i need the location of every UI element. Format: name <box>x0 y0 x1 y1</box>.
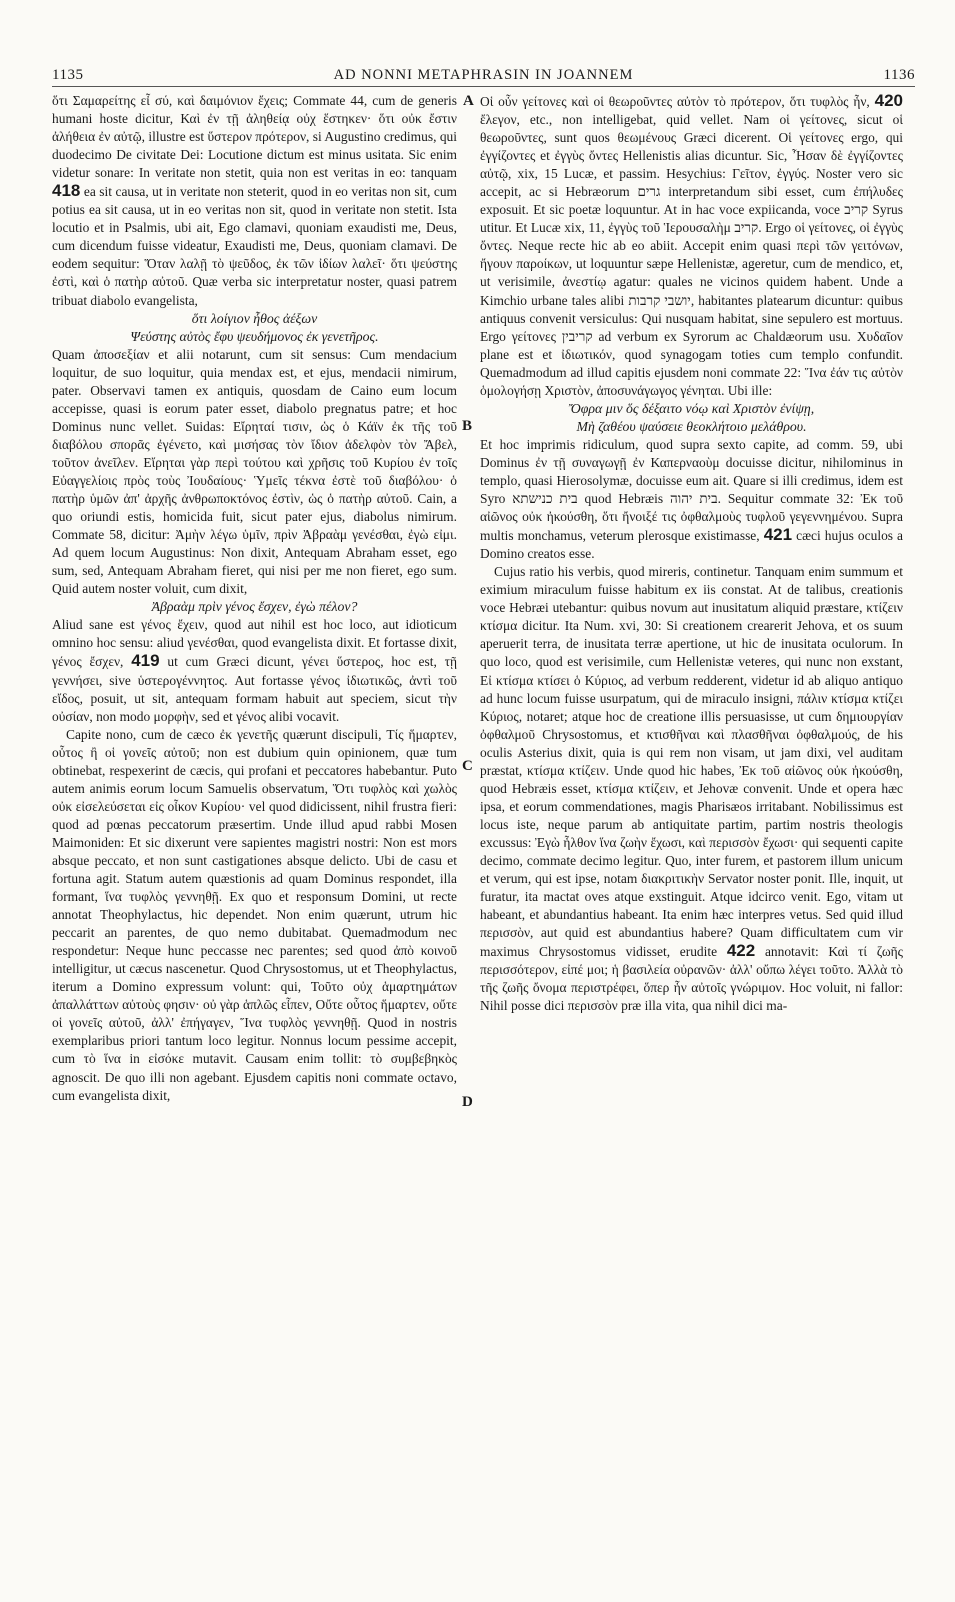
column-number: 422 <box>726 941 756 961</box>
text-run: Οἱ οὖν γείτονες καὶ οἱ θεωροῦντες αὐτὸν τὸ πρότερον, ὅτι τυφλὸς ἦν, <box>480 94 870 109</box>
paragraph <box>480 563 903 1015</box>
column-number: 418 <box>52 181 81 201</box>
page-title: AD NONNI METAPHRASIN IN JOANNEM <box>333 67 634 83</box>
text-run: Aliud sane est γένος ἔχειν, quod aut nihil est hoc loco, aut idioticum omnino hoc sensu: aliud γενέσθαι, quod evangelista dixit. Et fortasse dixit, γένος ἔσχεν, <box>52 617 457 670</box>
paragraph: Quam ἀποσεξίαν et alii notarunt, cum sit sensus: Cum mendacium loquitur, de suo loquitur, quia mendax est, et ejus, mendacii nimirum, pater. Observavi tamen ex antiquis, quosdam de Caino eum locum accepisse, quasi is eorum pater esset, diabolo pregnatus patre; et hoc Dominus nunc vellet. Suidas: Εἴρηταί τισιν, ὡς ὁ Κάϊν ἐκ τῆς τοῦ διαβόλου σπορᾶς ἐγένετο, καὶ μισήσας τὸν ἴδιον ἀδελφὸν τὸν Ἄβελ, τοῦτον ἀνεῖλεν. Εἴρηται γὰρ περὶ τούτου καὶ χρῆσις τοῦ Κυρίου ἐν τοῖς Εὐαγγελίοις πρὸς τοὺς Ἰουδαίους· Ὑμεῖς τέκνα ἐστὲ τοῦ διαβόλου· ὁ πατὴρ ὑμῶν ἀπ' ἀρχῆς ἀνθρωποκτόνος ἐστὶν, ὡς ὁ πατὴρ αὐτοῦ. Cain, a quo oriundi estis, homicida fuit, sicut pater ejus, diabolus nimirum. Commate 58, dicitur: Ἀμὴν λέγω ὑμῖν, πρὶν Ἀβραὰμ γενέσθαι, ἐγὼ εἰμι. Ad quem locum Augustinus: Non dixit, Antequam Abraham esset, ego sum, sed, Antequam Abraham fieret, qui nisi per me non fieret, ego sum. Quid autem noster voluit, cum dixit, <box>52 346 457 597</box>
verse-line: ὅτι λοίγιον ἦθος ἀέξων <box>191 310 318 326</box>
text-run: ἔλεγον, etc., non intelligebat, quid vellet. Nam οἱ γείτονες, sicut οἱ θεωροῦντες, sunt quos θεωμένους Græci dicerent. Οἱ γείτονες ergo, qui ἐγγίζοντες et ἐγγὺς ὄντες Hellenistis alias dicuntur. Sic, Ἦσαν δὲ ἐγγίζοντες αὐτῷ, xix, 15 Lucæ, et passim. Hesychius: Γεῖτον, ἐγγύς. Noster vero sic accepit, ac si Hebræorum גרים interpretandum sibi esset, cum ἐπήλυδες exposuit. Et sic poetæ loquuntur. At in hac voce expiicanda, voce קריב Syrus utitur. Et Lucæ xix, 11, ἐγγὺς τοῦ Ἱερουσαλὴμ קריב. Ergo οἱ γείτονες, οἱ ἐγγὺς ὄντες. Neque recte hic ab eo abiit. Accepit enim quasi περὶ τῶν γειτόνων, ἤγουν παροίκων, ut loquuntur sæpe Hellenistæ, ageretur, cum de mendico, et, ut verisimile, ἀνεστίῳ agatur: quales ne vicinos quidem habent. Unde a Kimchio urbane tales alibi יושבי קרבות, habitantes platearum dicuntur: quibus antiquus convenit versiculus: Qui nusquam habitat, sine sepulero est mortuus. Ergo γείτονες קריבין ad verbum ex Syrorum ac Chaldæorum usu. Χυδαῖον plane est et ἰδιωτικόν, quod synagogam toties cum templo confundit. Quemadmodum ad illud capitis ejusdem noni commate 22: Ἵνα ἐάν τις αὐτὸν ὁμολογήσῃ Χριστὸν, ἀποσυνάγωγος γένηται. Ubi ille: <box>480 112 903 398</box>
paragraph <box>52 92 457 310</box>
verse-line: Ἀβραὰμ πρὶν γένος ἔσχεν, ἐγὼ πέλον? <box>151 599 358 615</box>
column-number: 421 <box>763 525 793 545</box>
text-run: ut cum Græci dicunt, γένει ὕστερος, hoc est, τῇ γεννήσει, sive ὑστερογέννητος. Aut fortasse γένος ἰδιωτικῶς, ἀντὶ τοῦ εἴδος, posuit, ut sit, antequam formam habuit aut speciem, sicut τὴν οὐσίαν, non modo μορφὴν, sed et γένος alibi vocavit. <box>52 654 457 724</box>
paragraph: Capite nono, cum de cæco ἐκ γενετῆς quærunt discipuli, Τίς ἥμαρτεν, οὗτος ἢ οἱ γονεῖς αὐτοῦ; non est dubium quin opinionem, quæ tum obtinebat, respexerint de cæcis, qui profani et peccatores habebantur. Puto autem animis eorum locum Samuelis observatum, Ὅτι τυφλὸς καὶ χωλὸς οὐκ εἰσελεύσεται εἰς οἶκον Κυρίου· vel quod didicissent, nihil frustra fieri: quod ad pœnas peccatorum præsertim. Unde illud apud rabbi Mosen Maimoniden: Et sic dixerunt vere sapientes magistri nostri: Non est mors absque peccato, et non sunt castigationes absque delicto. Ubi de casu et fortuna agit. Statum autem quæstionis ad quam Dominus respondet, illa formant, ἵνα τυφλὸς γεννηθῇ. Ex quo et responsum Domini, ut recte annotat Theophylactus, hic dependet. Non enim quærunt, utrum hic peccarit an parentes, de quo nemo dubitabat. Quemadmodum nec respondetur: Neque hunc peccasse nec parentes; sed quod ἀπὸ κοινοῦ intelligitur, ut cæcus nascenetur. Quod Chrysostomus, ut et Theophylactus, iterum a Domino expressum volunt: qui, Τοῦτο οὐχ ἁμαρτημάτων ἀπαλλάττων αὐτοὺς φησιν· οὐ γὰρ ἁπλῶς εἶπεν, Οὔτε οὗτος ἥμαρτεν, οὔτε οἱ γονεῖς αὐτοῦ, ἀλλ' ἐπήγαγεν, Ἵνα τυφλὸς γεννηθῇ. Quod in nostris exemplaribus priori tantum loco legitur. Nonnus locum pessime accepit, cum τὸ ἵνα in εἰσόκε mutavit. Causam enim tollit: τὸ συμβεβηκὸς agnoscit. De quo illi non agebant. Ejusdem capitis noni commate octavo, cum evangelista dixit, <box>52 726 457 1103</box>
paragraph <box>480 92 903 400</box>
paragraph <box>480 436 903 563</box>
section-marker-a: A <box>463 93 474 109</box>
section-marker-c: C <box>462 758 473 774</box>
left-column <box>52 92 457 1572</box>
column-number: 420 <box>874 92 903 110</box>
running-header <box>52 58 915 87</box>
verse-line: Μὴ ζαθέου ψαύσειε θεοκλήτοιο μελάθρου. <box>576 418 807 434</box>
text-run: annotavit: Καὶ τί ζωῆς περισσότερον, εἰπέ μοι; ἡ βασιλεία οὐρανῶν· ἀλλ' οὔπω λέγει τοῦτο. Ἀλλὰ τὸ τῆς ζωῆς ὄνομα περιστρέφει, ὅπερ ἦν αὐτοῖς γνώριμον. Hoc voluit, ni fallor: Nihil posse dici περισσὸν præ illa vita, qua nihil dici ma- <box>480 944 903 1014</box>
column-number: 419 <box>131 651 160 671</box>
right-column <box>480 92 903 1572</box>
verse-line: Ψεύστης αὐτὸς ἔφυ ψευδήμονος ἐκ γενετῆρος. <box>130 328 379 344</box>
text-run: ea sit causa, ut in veritate non steterit, quod in eo veritas non sit, cum potius ea sit causa, ut in eo veritas non sit, quod in veritate non stetit. Ista locutio et in Psalmis, ubi ait, Ego clamavi, quoniam exaudisti me, Deus, cum dicendum fuisse videatur, Exaudisti me, Deus, quoniam clamavi. De eodem sequitur: Ὅταν λαλῇ τὸ ψεῦδος, ἐκ τῶν ἰδίων λαλεῖ· ὅτι ψεύστης ἐστὶ, καὶ ὁ πατὴρ αὐτοῦ. Quæ verba sic interpretatur noster, quasi patrem tribuat diabolo evangelista, <box>52 184 457 308</box>
text-run: cæci hujus oculos a Domino creatos esse. <box>480 528 903 562</box>
section-marker-b: B <box>462 418 473 434</box>
section-marker-d: D <box>462 1094 473 1110</box>
paragraph <box>52 616 457 725</box>
text-run: Et hoc imprimis ridiculum, quod supra sexto capite, ad comm. 59, ubi Dominus ἐν τῇ συναγωγῇ ἐν Καπερναοὺμ docuisse dicitur, nihilominus in templo, quasi Hierosolymæ, docuisse eum ait. Quare si illi credimus, idem est Syro בית כנישתא quod Hebræis בית יהוה. Sequitur commate 32: Ἐκ τοῦ αἰῶνος οὐκ ἠκούσθη, ὅτι ἤνοιξέ τις ὀφθαλμοὺς τυφλοῦ γεγεννημένου. Supra multis monchamus, veterum plerosque existimasse, <box>480 436 903 544</box>
text-run: Cujus ratio his verbis, quod mireris, continetur. Tanquam enim summum et eximium miraculum fuisse habitum ex iis constat. At de talibus, creationis voce Hebræi utebantur: quibus novum aut inusitatum aliquid præstare, κτίζειν κτίσμα dicitur. Ita Num. xvi, 30: Si creationem crearerit Jehova, et os suum aperuerit terra, de inusitata terræ apertione, ut hic de inusitata oculorum. In quo loco, quod est verisimile, cum Hellenistæ veteres, qui nunc non exstant, Εἰ κτίσμα κτίσει ὁ Κύριος, ad verbum redderent, videtur id ab aliquo antiquo ad hunc locum fuisse usurpatum, qui de miraculo insigni, πάλιν κτίσμα κτίζει Κύριος, notaret; atque hoc de creatione illis persuasisse, ut cum δημιουργίαν ὀφθαλμοῦ Chrysostomus, et κτισθῆναι καὶ πλασθῆναι ὀφθαλμούς, de his oculis Asterius dixit, quia is qui rem non visam, ut jam dixi, vel auditam præstat, κτίσμα κτίζειν. Unde quod hic habes, Ἐκ τοῦ αἰῶνος οὐκ ἠκούσθη, quod Hebræis esset, κτίσμα κτίζειν, et Jehovæ convenit. Unde et opera hæc ipsa, et eorum commendationes, magis Pharisæos irritabant. Nobilissimus est locus iste, neque parum ab antiquitate partim, partim nostris theologis excussus: Ἐγὼ ἦλθον ἵνα ζωὴν ἔχωσι, καὶ περισσὸν ἔχωσι· qui sequenti capite decimo, commate decimo legitur. Quo, inter furem, et pastorem illum unicum et verum, qui est ipse, notam διακριτικὴν Servator noster ponit. Ille, inquit, ut furatur, ita mactat oves atque exstinguit. Atque idcirco venit. Ego, vitam ut habeant, et abundantius habeant. Ita enim hæc interpres vetus. Sed quid illud περισσὸν, aut quid est abundantius habere? Quam difficultatem cum vir maximus Chrysostomus vidisset, erudite <box>480 564 903 960</box>
verse-line: Ὄφρα μιν ὅς δέξαιτο νόῳ καὶ Χριστὸν ἐνίψῃ, <box>568 400 815 416</box>
text-run: ὅτι Σαμαρείτης εἶ σύ, καὶ δαιμόνιον ἔχεις; Commate 44, cum de generis humani hoste dicitur, Καὶ ἐν τῇ ἀληθείᾳ οὐχ ἕστηκεν· ὅτι οὐκ ἔστιν ἀλήθεια ἐν αὐτῷ, illustre est ὕστερον πρότερον, si Augustino credimus, qui duodecimo De civitate Dei: Locutione dictum est minus usitata. Sic enim videtur sonare: In veritate non stetit, quia non est veritas in eo: tanquam <box>52 93 457 181</box>
right-page-number: 1136 <box>883 67 915 83</box>
left-page-number: 1135 <box>52 67 84 83</box>
